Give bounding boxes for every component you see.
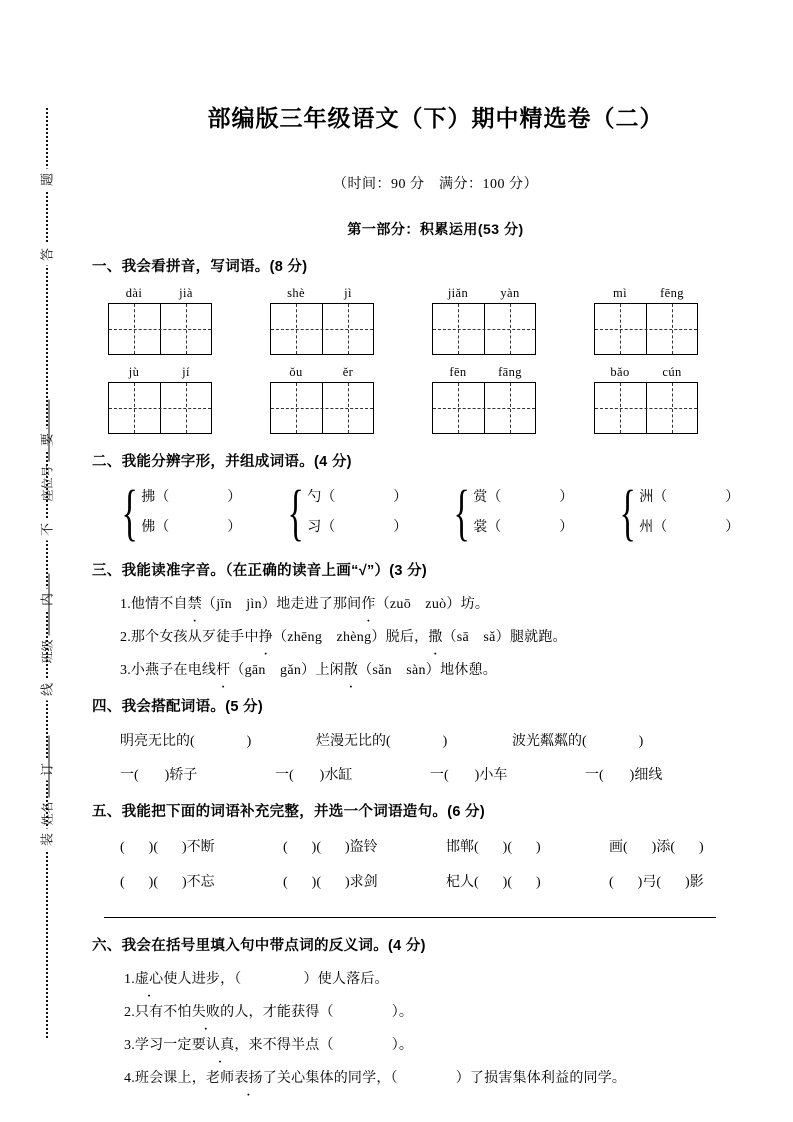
item-number: 1. xyxy=(124,972,135,987)
question-item[interactable] xyxy=(124,1034,793,1054)
item-number: 1. xyxy=(120,597,131,612)
measure-noun: 细线 xyxy=(634,768,663,783)
emphasis-word: 虚心 xyxy=(134,972,164,987)
idiom-seg: ) xyxy=(182,875,187,890)
pinyin-item xyxy=(270,286,420,355)
pinyin-syllable: fēn xyxy=(449,365,467,379)
field-class-rule[interactable] xyxy=(49,573,50,635)
seal-margin xyxy=(0,0,78,1122)
pinyin-text xyxy=(594,286,698,301)
pinyin-item xyxy=(432,286,582,355)
glyph-char: 洲 xyxy=(639,490,654,505)
idiom-text: 画( xyxy=(609,840,628,855)
pinyin-choice[interactable]: （jīn jìn） xyxy=(201,597,277,612)
field-class-label: 班级 xyxy=(40,639,55,664)
pinyin-syllable: mì xyxy=(613,286,627,300)
idiom-seg: ) xyxy=(699,840,704,855)
idiom-seg: ) xyxy=(536,840,541,855)
item-text: 地休憩。 xyxy=(440,663,497,678)
tianzi-grid[interactable] xyxy=(108,303,212,355)
tianzi-cell[interactable] xyxy=(485,383,536,433)
measure-mid: ) xyxy=(164,768,170,783)
item-text: 了关心集体的同学，（ xyxy=(262,1071,398,1086)
pinyin-choice[interactable]: （zhēng zhèng） xyxy=(272,630,386,645)
tianzi-cell[interactable] xyxy=(647,304,698,354)
pinyin-item xyxy=(594,286,744,355)
brace-icon: { xyxy=(121,477,138,548)
glyph-pair-line[interactable]: 赏（ ） xyxy=(473,490,574,505)
question-item[interactable] xyxy=(124,968,793,988)
idiom-item[interactable] xyxy=(609,836,704,856)
tianzi-cell[interactable] xyxy=(433,304,485,354)
glyph-pair-line[interactable]: 拂（ ） xyxy=(141,490,242,505)
measure-prefix: 一( xyxy=(585,768,604,783)
item-number: 2. xyxy=(124,1005,135,1020)
glyph-pair-items xyxy=(141,483,241,543)
field-student-name[interactable] xyxy=(39,716,56,826)
measure-word-item[interactable] xyxy=(275,764,430,784)
seal-word-0: 题 xyxy=(38,169,57,191)
glyph-pair-line[interactable]: 习（ ） xyxy=(307,520,408,535)
idiom-seg: )影 xyxy=(685,875,704,890)
pinyin-syllable: jì xyxy=(344,286,352,300)
tianzi-cell[interactable] xyxy=(323,304,374,354)
pinyin-syllable: fāng xyxy=(498,365,522,379)
emphasis-char: 禁 xyxy=(187,597,202,612)
measure-prefix: 一( xyxy=(430,768,449,783)
field-student-name-rule[interactable] xyxy=(49,735,50,797)
idiom-text: 不断 xyxy=(186,840,215,855)
question-item[interactable] xyxy=(120,626,793,646)
idiom-item[interactable] xyxy=(120,871,283,891)
pinyin-syllable: shè xyxy=(287,286,305,300)
tianzi-cell[interactable] xyxy=(433,383,485,433)
measure-word-item[interactable] xyxy=(120,764,275,784)
measure-noun: 小车 xyxy=(479,768,508,783)
item-text: 学习一定要 xyxy=(134,1038,206,1053)
idiom-seg: ( xyxy=(120,875,125,890)
collocation-text: 明亮无比的( xyxy=(120,734,195,749)
idiom-text: 求剑 xyxy=(349,875,378,890)
emphasis-word: 表扬 xyxy=(234,1071,263,1086)
measure-mid: ) xyxy=(319,768,325,783)
emphasis-char: 作 xyxy=(361,597,376,612)
pinyin-syllable: jí xyxy=(182,365,190,379)
seal-word-6: 订 xyxy=(38,759,57,781)
question-item[interactable] xyxy=(120,659,793,679)
item-text: 腿就跑。 xyxy=(509,630,567,645)
seal-word-3: 不 xyxy=(38,519,57,541)
pinyin-syllable: jiǎn xyxy=(447,286,469,300)
emphasis-char: 撒 xyxy=(428,630,443,645)
idiom-row-2 xyxy=(120,871,793,891)
brace-icon: { xyxy=(287,477,304,548)
field-class[interactable] xyxy=(39,554,56,664)
pinyin-syllable: jià xyxy=(179,286,193,300)
item-text: 脱后， xyxy=(385,630,429,645)
tianzi-cell[interactable] xyxy=(323,383,374,433)
glyph-char: 勺 xyxy=(307,490,322,505)
measure-mid: ) xyxy=(474,768,480,783)
collocation-item[interactable] xyxy=(120,730,316,750)
glyph-char: 赏 xyxy=(473,490,488,505)
field-seat-number[interactable] xyxy=(39,392,56,502)
section-1-title: 一、我会看拼音，写词语。(8 分) xyxy=(92,259,308,275)
pinyin-syllable: dài xyxy=(125,286,143,300)
glyph-pair-row xyxy=(120,477,793,548)
idiom-seg: ( xyxy=(120,840,125,855)
seal-word-5: 线 xyxy=(38,679,57,701)
glyph-pair-group xyxy=(618,477,784,548)
idiom-seg: )( xyxy=(148,840,158,855)
question-item[interactable] xyxy=(124,1001,793,1021)
idiom-text: 邯郸( xyxy=(446,840,479,855)
tianzi-cell[interactable] xyxy=(161,304,212,354)
item-text: 他情不自 xyxy=(130,597,188,612)
item-text: 小燕子在电线 xyxy=(130,663,217,678)
item-text: 坊。 xyxy=(460,597,490,612)
tianzi-cell[interactable] xyxy=(595,383,647,433)
glyph-pair-line[interactable]: 佛（ ） xyxy=(141,520,242,535)
section-3-title: 三、我能读准字音。（在正确的读音上画“√”）(3 分) xyxy=(92,563,428,579)
pinyin-syllable: bǎo xyxy=(610,365,630,379)
tianzi-cell[interactable] xyxy=(271,304,323,354)
idiom-item[interactable] xyxy=(609,871,704,891)
pinyin-text xyxy=(432,365,536,380)
item-number: 4. xyxy=(124,1071,135,1086)
brace-icon: { xyxy=(453,477,470,548)
pinyin-item xyxy=(432,365,582,434)
pinyin-syllable: yàn xyxy=(500,286,520,300)
tianzi-grid[interactable] xyxy=(432,303,536,355)
pinyin-row-2 xyxy=(108,365,768,434)
tianzi-cell[interactable] xyxy=(161,383,212,433)
brace-icon: { xyxy=(619,477,636,548)
idiom-seg: )( xyxy=(148,875,158,890)
collocation-text: 波光粼粼的( xyxy=(512,734,587,749)
tianzi-grid[interactable] xyxy=(594,303,698,355)
field-seat-number-rule[interactable] xyxy=(49,399,50,461)
item-text: ）使人落后。 xyxy=(303,972,389,987)
tianzi-grid[interactable] xyxy=(432,382,536,434)
section-5-title: 五、我能把下面的词语补充完整，并选一个词语造句。(6 分) xyxy=(92,804,485,820)
collocation-item[interactable] xyxy=(316,730,512,750)
idiom-seg: )( xyxy=(502,840,512,855)
tianzi-cell[interactable] xyxy=(485,304,536,354)
idiom-seg: ) xyxy=(182,840,187,855)
item-text: 上闲 xyxy=(315,663,344,678)
glyph-pair-items xyxy=(307,483,407,543)
field-seat-number-label: 座位号 xyxy=(40,465,55,502)
emphasis-char: 挣 xyxy=(258,630,273,645)
glyph-char: 习 xyxy=(307,520,322,535)
collocation-tail: ) xyxy=(246,734,252,749)
idiom-seg: ) xyxy=(345,875,350,890)
pinyin-text xyxy=(270,365,374,380)
section-6-title: 六、我会在括号里填入句中带点词的反义词。(4 分) xyxy=(92,938,426,954)
glyph-pair-items xyxy=(473,483,573,543)
question-item[interactable] xyxy=(120,593,793,613)
idiom-item[interactable] xyxy=(283,836,446,856)
item-text: 的人，才能获得（ xyxy=(220,1005,334,1020)
emphasis-word: 失败 xyxy=(191,1005,221,1020)
glyph-pair-line[interactable]: 裳（ ） xyxy=(473,520,574,535)
pinyin-item xyxy=(108,365,258,434)
measure-noun: 轿子 xyxy=(169,768,198,783)
item-text: 那个女孩从歹徒手中 xyxy=(130,630,259,645)
item-text: ）了损害集体利益的同学。 xyxy=(455,1071,627,1086)
pinyin-item xyxy=(270,365,420,434)
idiom-seg: ( xyxy=(283,840,288,855)
item-text: 地走进了那间 xyxy=(276,597,362,612)
idiom-item[interactable] xyxy=(446,836,609,856)
tianzi-grid[interactable] xyxy=(270,382,374,434)
collocation-tail: ) xyxy=(638,734,644,749)
collocation-row-1 xyxy=(120,730,793,750)
measure-prefix: 一( xyxy=(120,768,139,783)
tianzi-cell[interactable] xyxy=(647,383,698,433)
page-title: 部编版三年级语文（下）期中精选卷（二） xyxy=(207,105,664,131)
glyph-pair-group xyxy=(120,477,286,548)
item-text: 只有不怕 xyxy=(134,1005,192,1020)
seal-word-1: 答 xyxy=(38,244,57,266)
idiom-item[interactable] xyxy=(120,836,283,856)
idiom-seg: ) xyxy=(536,875,541,890)
glyph-pair-line[interactable]: 勺（ ） xyxy=(307,490,408,505)
pinyin-text xyxy=(108,365,212,380)
item-number: 3. xyxy=(124,1038,135,1053)
seal-word-4: 内 xyxy=(38,589,57,611)
measure-prefix: 一( xyxy=(275,768,294,783)
idiom-text: ( xyxy=(609,875,614,890)
idiom-text: 杞人( xyxy=(446,875,479,890)
section-divider xyxy=(104,917,716,918)
section-2-title: 二、我能分辨字形，并组成词语。(4 分) xyxy=(92,454,352,470)
emphasis-char: 散 xyxy=(343,663,359,678)
exam-sheet xyxy=(78,0,793,1122)
collocation-tail: ) xyxy=(442,734,448,749)
emphasis-char: 杆 xyxy=(216,663,231,678)
idiom-seg: )( xyxy=(502,875,512,890)
glyph-char: 州 xyxy=(639,520,654,535)
idiom-seg: )( xyxy=(311,840,321,855)
item-number: 2. xyxy=(120,630,131,645)
idiom-item[interactable] xyxy=(283,871,446,891)
item-text: ）。 xyxy=(391,1038,414,1053)
idiom-seg: )( xyxy=(311,875,321,890)
measure-word-item[interactable] xyxy=(430,764,585,784)
collocation-row-2 xyxy=(120,764,793,784)
idiom-text: 不忘 xyxy=(186,875,215,890)
glyph-pair-line[interactable]: 洲（ ） xyxy=(639,490,740,505)
idiom-row-1 xyxy=(120,836,793,856)
pinyin-choice[interactable]: （gān gǎn） xyxy=(230,663,316,678)
emphasis-word: 认真 xyxy=(205,1038,235,1053)
glyph-pair-group xyxy=(286,477,452,548)
tianzi-cell[interactable] xyxy=(109,383,161,433)
measure-word-item[interactable] xyxy=(585,764,740,784)
glyph-pair-group xyxy=(452,477,618,548)
collocation-text: 烂漫无比的( xyxy=(316,734,391,749)
pinyin-item xyxy=(594,365,744,434)
idiom-seg: )弓( xyxy=(637,875,661,890)
glyph-char: 佛 xyxy=(141,520,156,535)
item-text: 班会课上，老师 xyxy=(134,1071,235,1086)
pinyin-syllable: fēng xyxy=(660,286,684,300)
part-header: 第一部分：积累运用(53 分) xyxy=(347,221,524,237)
pinyin-choice[interactable]: （sǎn sàn） xyxy=(358,663,441,678)
pinyin-choice[interactable]: （zuō zuò） xyxy=(375,597,461,612)
item-text: ）。 xyxy=(391,1005,414,1020)
seal-word-7: 装 xyxy=(38,829,57,851)
pinyin-syllable: ěr xyxy=(342,365,354,379)
measure-noun: 水缸 xyxy=(324,768,353,783)
glyph-pair-items xyxy=(639,483,739,543)
section-4-title: 四、我会搭配词语。(5 分) xyxy=(92,699,263,715)
question-item[interactable] xyxy=(124,1067,793,1087)
pinyin-choice[interactable]: （sā sǎ） xyxy=(442,630,510,645)
item-text: ，来不得半点（ xyxy=(234,1038,334,1053)
idiom-text: 盗铃 xyxy=(349,840,378,855)
glyph-char: 拂 xyxy=(141,490,156,505)
idiom-item[interactable] xyxy=(446,871,609,891)
tianzi-grid[interactable] xyxy=(108,382,212,434)
idiom-seg: )添( xyxy=(651,840,675,855)
pinyin-text xyxy=(432,286,536,301)
pinyin-syllable: cún xyxy=(662,365,682,379)
pinyin-text xyxy=(594,365,698,380)
pinyin-text xyxy=(108,286,212,301)
pinyin-syllable: jù xyxy=(128,365,140,379)
tianzi-grid[interactable] xyxy=(270,303,374,355)
exam-meta: （时间：90 分 满分：100 分） xyxy=(333,177,538,192)
pinyin-syllable: ǒu xyxy=(289,365,303,379)
measure-mid: ) xyxy=(629,768,635,783)
glyph-pair-line[interactable]: 州（ ） xyxy=(639,520,740,535)
pinyin-text xyxy=(270,286,374,301)
tianzi-cell[interactable] xyxy=(595,304,647,354)
field-student-name-label: 姓名 xyxy=(40,801,55,826)
tianzi-grid[interactable] xyxy=(594,382,698,434)
item-number: 3. xyxy=(120,663,131,678)
pinyin-row-1 xyxy=(108,286,768,355)
tianzi-cell[interactable] xyxy=(271,383,323,433)
collocation-item[interactable] xyxy=(512,730,708,750)
idiom-seg: ) xyxy=(345,840,350,855)
idiom-seg: ( xyxy=(283,875,288,890)
tianzi-cell[interactable] xyxy=(109,304,161,354)
glyph-char: 裳 xyxy=(473,520,488,535)
item-text: 使人进步，（ xyxy=(163,972,242,987)
pinyin-item xyxy=(108,286,258,355)
seal-word-2: 要 xyxy=(38,429,57,451)
